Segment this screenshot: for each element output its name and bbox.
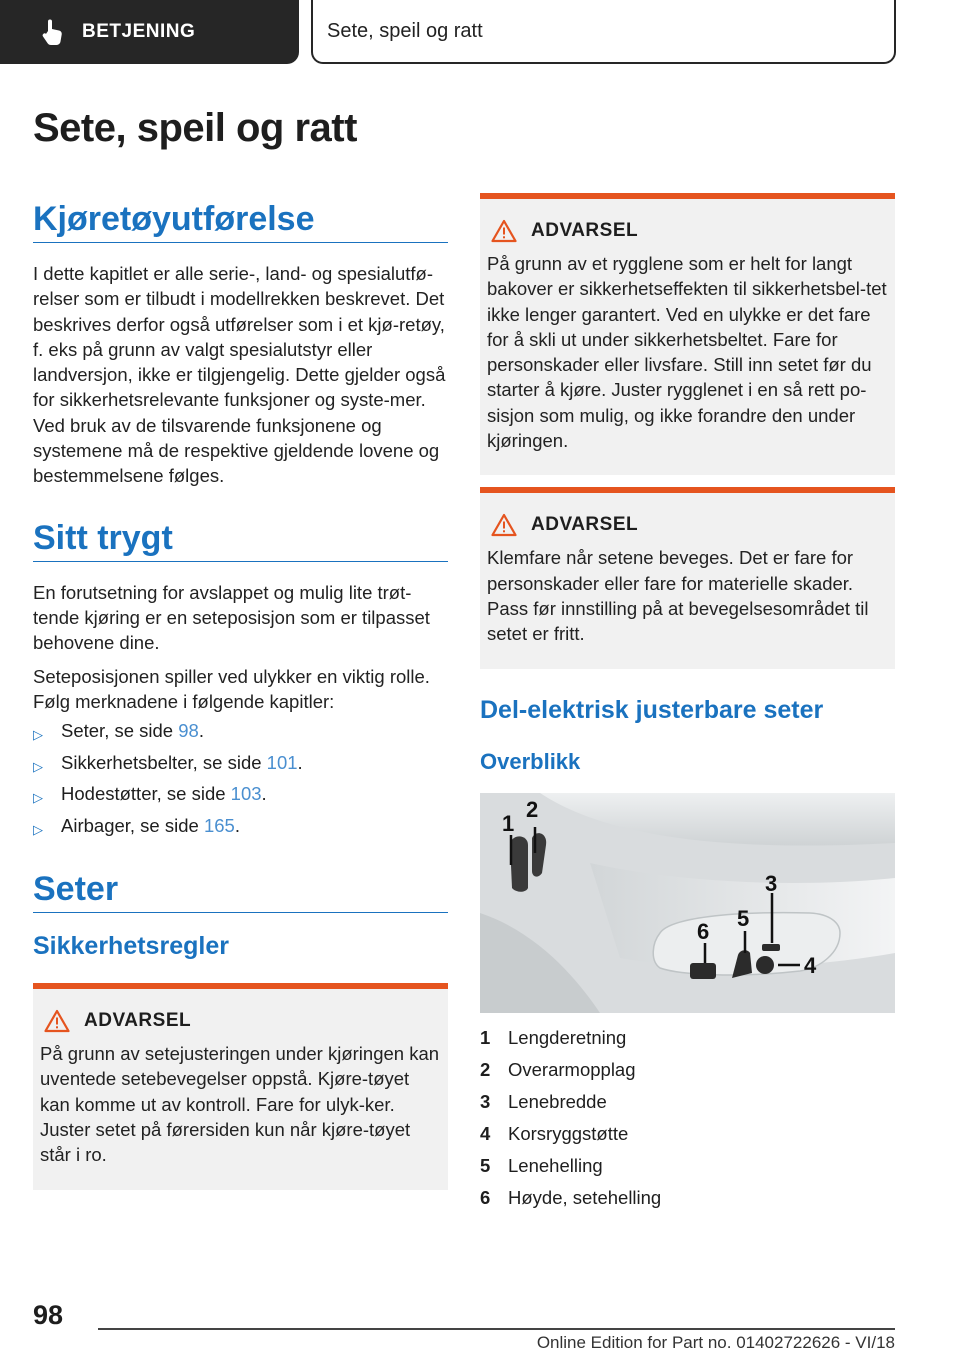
right-column	[480, 193, 895, 1217]
list-item: ▷ Hodestøtter, se side 103.	[33, 781, 448, 813]
triangle-bullet-icon: ▷	[33, 758, 43, 774]
list-item: ▷ Sikkerhetsbelter, se side 101.	[33, 750, 448, 782]
seat-illustration-svg	[480, 793, 895, 1013]
seat-controls-illustration	[480, 793, 895, 1013]
warning-triangle-icon	[491, 219, 517, 243]
legend-item: 1 Lengderetning	[480, 1026, 627, 1048]
callout-2: 2	[526, 796, 539, 822]
warning-triangle-icon	[44, 1009, 70, 1033]
warning-triangle-icon	[491, 513, 517, 537]
legend-item: 6 Høyde, setehelling	[480, 1186, 662, 1208]
sit-safe-paragraph-2: Seteposisjonen spiller ved ulykker en viktig rolle. Følg merknadene i følgende kapitler:	[33, 665, 430, 712]
warning-text: Klemfare når setene beveges. Det er fare for personskader eller fare for materielle skader. Pass før innstilling på at bevegelsesområdet til setet er fritt.	[487, 547, 869, 645]
page-link[interactable]: 165	[203, 814, 235, 836]
chapter-label: BETJENING	[82, 21, 196, 42]
section-label: Sete, speil og ratt	[327, 19, 483, 42]
triangle-bullet-icon: ▷	[33, 790, 43, 806]
heading-partly-electric-seats: Del‑elektrisk justerbare seter	[480, 695, 824, 724]
sit-safe-paragraph-1: En forutsetning for avslappet og mulig lite trøt-tende kjøring er en seteposisjon som er tilpasset behovene dine.	[33, 581, 430, 654]
page-number: 98	[33, 1300, 64, 1330]
warning-box	[480, 487, 895, 668]
page-title: Sete, speil og ratt	[33, 106, 357, 150]
heading-seats: Seter	[33, 870, 448, 913]
left-column	[33, 100, 448, 1190]
section-tab[interactable]	[311, 0, 896, 64]
reference-list	[33, 718, 448, 844]
hand-pointer-icon	[38, 17, 68, 47]
legend-item: 5 Lenehelling	[480, 1154, 603, 1176]
warning-label: ADVARSEL	[531, 220, 639, 241]
footer-divider	[98, 1328, 895, 1330]
triangle-bullet-icon: ▷	[33, 727, 43, 743]
page-link[interactable]: 103	[230, 783, 262, 805]
edition-note: Online Edition for Part no. 01402722626 - VI/18	[536, 1333, 895, 1352]
seat-controls-legend	[480, 1025, 895, 1217]
vehicle-version-text: I dette kapitlet er alle serie-, land- og spesialutfø-relser som er tilbudt i modellrekken beskrevet. Det beskrives derfor også utførelser som i et kjø-retøy, f. eks på grunn av valgt spesialutstyr eller landversjon, ikke er tilgjengelig. Dette gjelder også for sikkerhetsrelevante funksjoner og syste-mer. Ved bruk av de tilsvarende funksjonene og systemene må de respektive gjeldende lovene og bestemmelsene følges.	[33, 263, 446, 487]
list-item: ▷ Seter, se side 98.	[33, 718, 448, 750]
callout-1: 1	[502, 810, 515, 836]
page-link[interactable]: 101	[266, 751, 298, 773]
warning-box	[33, 983, 448, 1189]
legend-item: 2 Overarmopplag	[480, 1058, 636, 1080]
callout-3: 3	[765, 870, 778, 896]
list-item: ▷ Airbager, se side 165.	[33, 813, 448, 845]
heading-safety-rules: Sikkerhetsregler	[33, 932, 229, 961]
callout-5: 5	[737, 905, 750, 931]
page-link[interactable]: 98	[178, 720, 199, 742]
warning-text: På grunn av setejusteringen under kjøringen kan uventede setebevegelser oppstå. Kjøre-tøyet kan komme ut av kontroll. Fare for ulyk-ker. Juster setet på førersiden kun når kjøre-tøyet står i ro.	[40, 1043, 440, 1166]
warning-label: ADVARSEL	[531, 514, 639, 536]
legend-item: 4 Korsryggstøtte	[480, 1122, 629, 1144]
callout-6: 6	[697, 918, 710, 944]
heading-vehicle-version: Kjøretøyutførelse	[33, 200, 448, 243]
triangle-bullet-icon: ▷	[33, 821, 43, 837]
callout-4: 4	[804, 952, 817, 978]
legend-item: 3 Lenebredde	[480, 1090, 607, 1112]
heading-sit-safe: Sitt trygt	[33, 519, 448, 562]
warning-label: ADVARSEL	[84, 1010, 192, 1032]
heading-overview: Overblikk	[480, 748, 581, 774]
chapter-tab[interactable]	[0, 0, 299, 64]
warning-box	[480, 193, 895, 475]
warning-text: På grunn av et rygglene som er helt for langt bakover er sikkerhetseffekten til sikkerhetsbel-tet ikke lenger garantert. Ved en ulykke er det fare for å skli ut under sikkerhetsbeltet. Fare for personskader eller livsfare. Still inn setet før du starter å kjøre. Juster rygglenet i en så rett po-sisjon som mulig, og ikke forandre den under kjøringen.	[487, 253, 887, 452]
